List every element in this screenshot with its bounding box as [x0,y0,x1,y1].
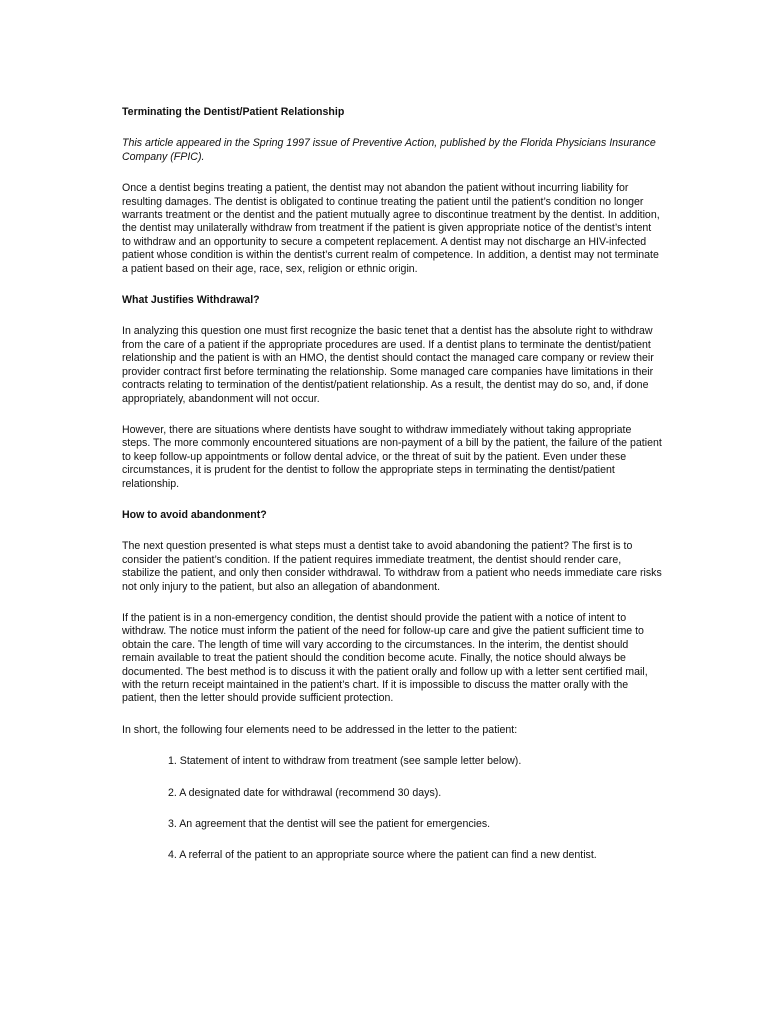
paragraph-patient-condition: The next question presented is what steps must a dentist take to avoid abandoning the patient? The first is to consider the patient’s condition. If the patient requires immediate treatment, the dentist should render care, stabilize the patient, and only then consider withdrawal. To withdraw from a patient who needs immediate care risks not only injury to the patient, but also an allegation of abandonment. [122,540,662,593]
list-item: 4. A referral of the patient to an appropriate source where the patient can find a new dentist. [168,849,597,862]
section-heading-abandonment: How to avoid abandonment? [122,508,267,521]
paragraph-liability: Once a dentist begins treating a patient, the dentist may not abandon the patient without incurring liability for resulting damages. The dentist is obligated to continue treating the patient until the patient’s condition no longer warrants treatment or the dentist and the patient mutually agree to discontinue treatment by the dentist. In addition, the dentist may unilaterally withdraw from treatment if the patient is given appropriate notice of the dentist’s intent to withdraw and an opportunity to secure a competent replacement. A dentist may not discharge an HIV-infected patient whose condition is within the dentist’s current realm of competence. In addition, a dentist may not terminate a patient based on their age, race, sex, religion or ethnic origin. [122,182,660,275]
paragraph-non-emergency: If the patient is in a non-emergency condition, the dentist should provide the patient with a notice of intent to withdraw. The notice must inform the patient of the need for follow-up care and give the patient sufficient time to obtain the care. The length of time will vary according to the circumstances. In the interim, the dentist should remain available to treat the patient should the condition become acute. Finally, the notice should always be documented. The best method is to discuss it with the patient orally and follow up with a letter sent certified mail, with the return receipt maintained in the patient’s chart. If it is impossible to discuss the matter orally with the patient, then the letter should provide sufficient protection. [122,611,648,705]
document-title: Terminating the Dentist/Patient Relationship [122,106,345,118]
section-heading-withdrawal: What Justifies Withdrawal? [122,294,260,307]
paragraph-basic-tenet: In analyzing this question one must first recognize the basic tenet that a dentist has the absolute right to withdraw from the care of a patient if the appropriate procedures are used. If a dentist plans to terminate the dentist/patient relationship and the patient is with an HMO, the dentist should contact the managed care company or review their provider contract first before terminating the relationship. Some managed care companies have limitations in their contracts relating to termination of the dentist/patient relationship. As a result, the dentist may do so, and, if done appropriately, abandonment will not occur. [122,325,654,405]
document-page [122,106,662,881]
intro-note: This article appeared in the Spring 1997 issue of Preventive Action, published by the Florida Physicians Insurance Company (FPIC). [122,137,656,163]
elements-list [122,755,662,863]
list-item: 2. A designated date for withdrawal (recommend 30 days). [168,786,442,799]
list-item: 3. An agreement that the dentist will see the patient for emergencies. [168,818,491,831]
paragraph-four-elements: In short, the following four elements need to be addressed in the letter to the patient: [122,723,518,736]
paragraph-situations: However, there are situations where dentists have sought to withdraw immediately without taking appropriate steps. The more commonly encountered situations are non-payment of a bill by the patient, the failure of the patient to keep follow-up appointments or follow dental advice, or the threat of suit by the patient. Even under these circumstances, it is prudent for the dentist to follow the appropriate steps in terminating the dentist/patient relationship. [122,423,662,490]
list-item: 1. Statement of intent to withdraw from treatment (see sample letter below). [168,755,522,768]
